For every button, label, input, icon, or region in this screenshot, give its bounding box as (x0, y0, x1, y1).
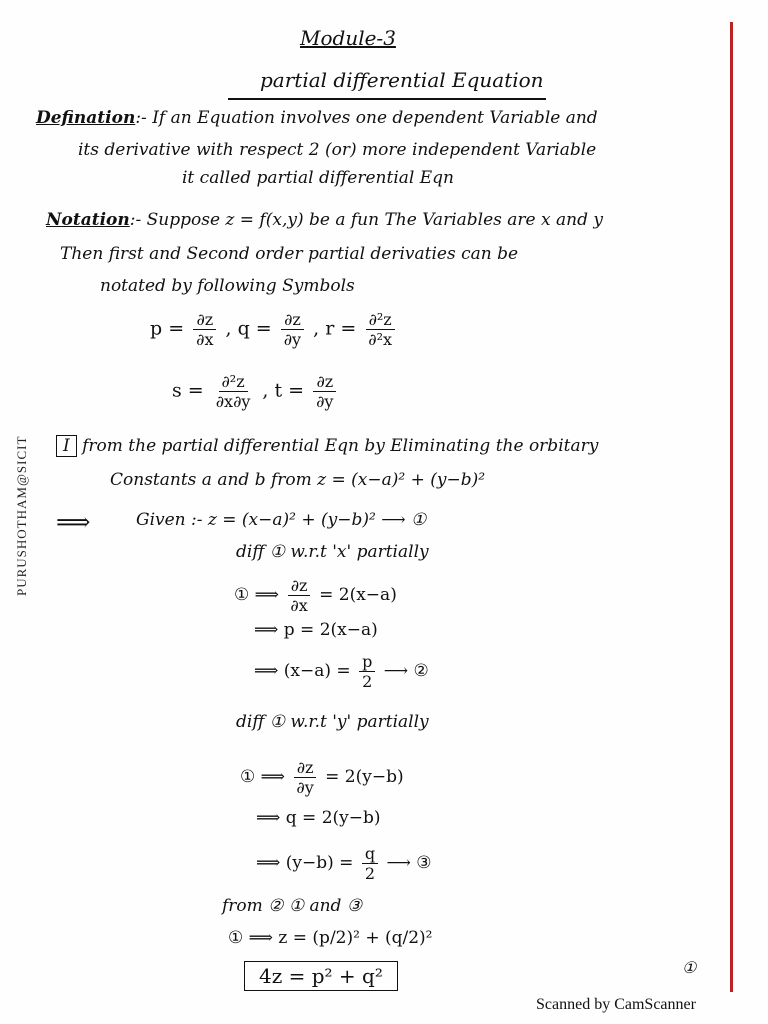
step-3-suffix: ⟶ ② (383, 661, 429, 681)
s-denominator: ∂x∂y (215, 392, 251, 411)
t-numerator: ∂z (313, 372, 336, 392)
notation-text-1: :- Suppose z = f(x,y) be a fun The Variables are x and y (129, 210, 603, 230)
problem-number: I (56, 435, 77, 457)
step-1-numerator: ∂z (288, 576, 311, 596)
step-6-prefix: ⟹ (y−b) = (256, 853, 354, 873)
problem-line-2: Constants a and b from z = (x−a)² + (y−b)² (110, 470, 486, 490)
t-fraction (313, 372, 336, 411)
step-3-fraction (359, 652, 375, 691)
definition-line-3: it called partial differential Eqn (182, 168, 454, 188)
step-6-fraction (362, 844, 378, 883)
p-fraction (193, 310, 216, 349)
r-denominator: ∂²x (368, 330, 393, 349)
step-6 (256, 844, 432, 883)
p-label: p = (150, 317, 185, 340)
step-7: ① ⟹ z = (p/2)² + (q/2)² (228, 928, 433, 948)
q-label: , q = (225, 317, 272, 340)
page-edge-line (730, 22, 733, 992)
step-6-denominator: 2 (364, 864, 376, 883)
notation-pqr-row (150, 310, 398, 349)
s-fraction (213, 372, 254, 411)
step-1-fraction (287, 576, 310, 615)
final-result (244, 964, 398, 988)
step-4-fraction (293, 758, 316, 797)
step-4-denominator: ∂y (296, 778, 314, 797)
step-4-numerator: ∂z (294, 758, 317, 778)
notation-st-row (172, 372, 339, 411)
step-4-suffix: = 2(y−b) (325, 767, 404, 787)
problem-line-1 (56, 436, 598, 456)
q-numerator: ∂z (281, 310, 304, 330)
r-numerator: ∂²z (366, 310, 395, 330)
r-fraction (365, 310, 395, 349)
page-subtitle: partial differential Equation (260, 68, 544, 92)
step-1-suffix: = 2(x−a) (319, 585, 397, 605)
definition-line-2: its derivative with respect 2 (or) more independent Variable (78, 140, 597, 160)
given-line: Given :- z = (x−a)² + (y−b)² ⟶ ① (136, 510, 427, 530)
step-3-prefix: ⟹ (x−a) = (254, 661, 351, 681)
diff-y-line: diff ① w.r.t 'y' partially (236, 712, 429, 732)
page-title: Module-3 (300, 26, 396, 50)
result-box: 4z = p² + q² (244, 961, 398, 991)
t-denominator: ∂y (316, 392, 334, 411)
watermark-text: PURUSHOTHAM@SICIT (14, 435, 29, 596)
step-2: ⟹ p = 2(x−a) (254, 620, 378, 640)
page-number: ① (682, 958, 697, 977)
diff-x-line: diff ① w.r.t 'x' partially (236, 542, 429, 562)
q-fraction (281, 310, 304, 349)
step-6-numerator: q (362, 844, 378, 864)
p-denominator: ∂x (196, 330, 214, 349)
r-label: , r = (313, 317, 357, 340)
step-4-prefix: ① ⟹ (240, 767, 286, 787)
notation-label: Notation (46, 210, 130, 230)
problem-text-1: from the partial differential Eqn by Eliminating the orbitary (82, 436, 599, 456)
step-3-denominator: 2 (362, 672, 373, 691)
step-6-suffix: ⟶ ③ (386, 853, 432, 873)
step-4 (240, 758, 404, 797)
step-3 (254, 652, 429, 691)
step-1-prefix: ① ⟹ (234, 585, 280, 605)
notation-line-2: Then first and Second order partial derivaties can be (60, 244, 519, 264)
p-numerator: ∂z (193, 310, 216, 330)
definition-line-1 (36, 108, 598, 128)
definition-text-1: :- If an Equation involves one dependent Variable and (135, 108, 598, 128)
step-3-numerator: p (359, 652, 375, 672)
notation-line-3: notated by following Symbols (100, 276, 355, 296)
notation-line-1 (46, 210, 603, 230)
s-numerator: ∂²z (219, 372, 248, 392)
scanner-footer: Scanned by CamScanner (536, 996, 696, 1013)
step-5: ⟹ q = 2(y−b) (256, 808, 381, 828)
q-denominator: ∂y (283, 330, 302, 349)
t-label: , t = (262, 379, 305, 402)
from-line: from ② ① and ③ (222, 896, 363, 916)
step-1 (234, 576, 397, 615)
s-label: s = (172, 379, 204, 402)
implies-arrow: ⟹ (56, 508, 91, 536)
step-1-denominator: ∂x (290, 596, 308, 615)
definition-label: Defination (36, 108, 136, 128)
subtitle-underline (228, 98, 546, 100)
